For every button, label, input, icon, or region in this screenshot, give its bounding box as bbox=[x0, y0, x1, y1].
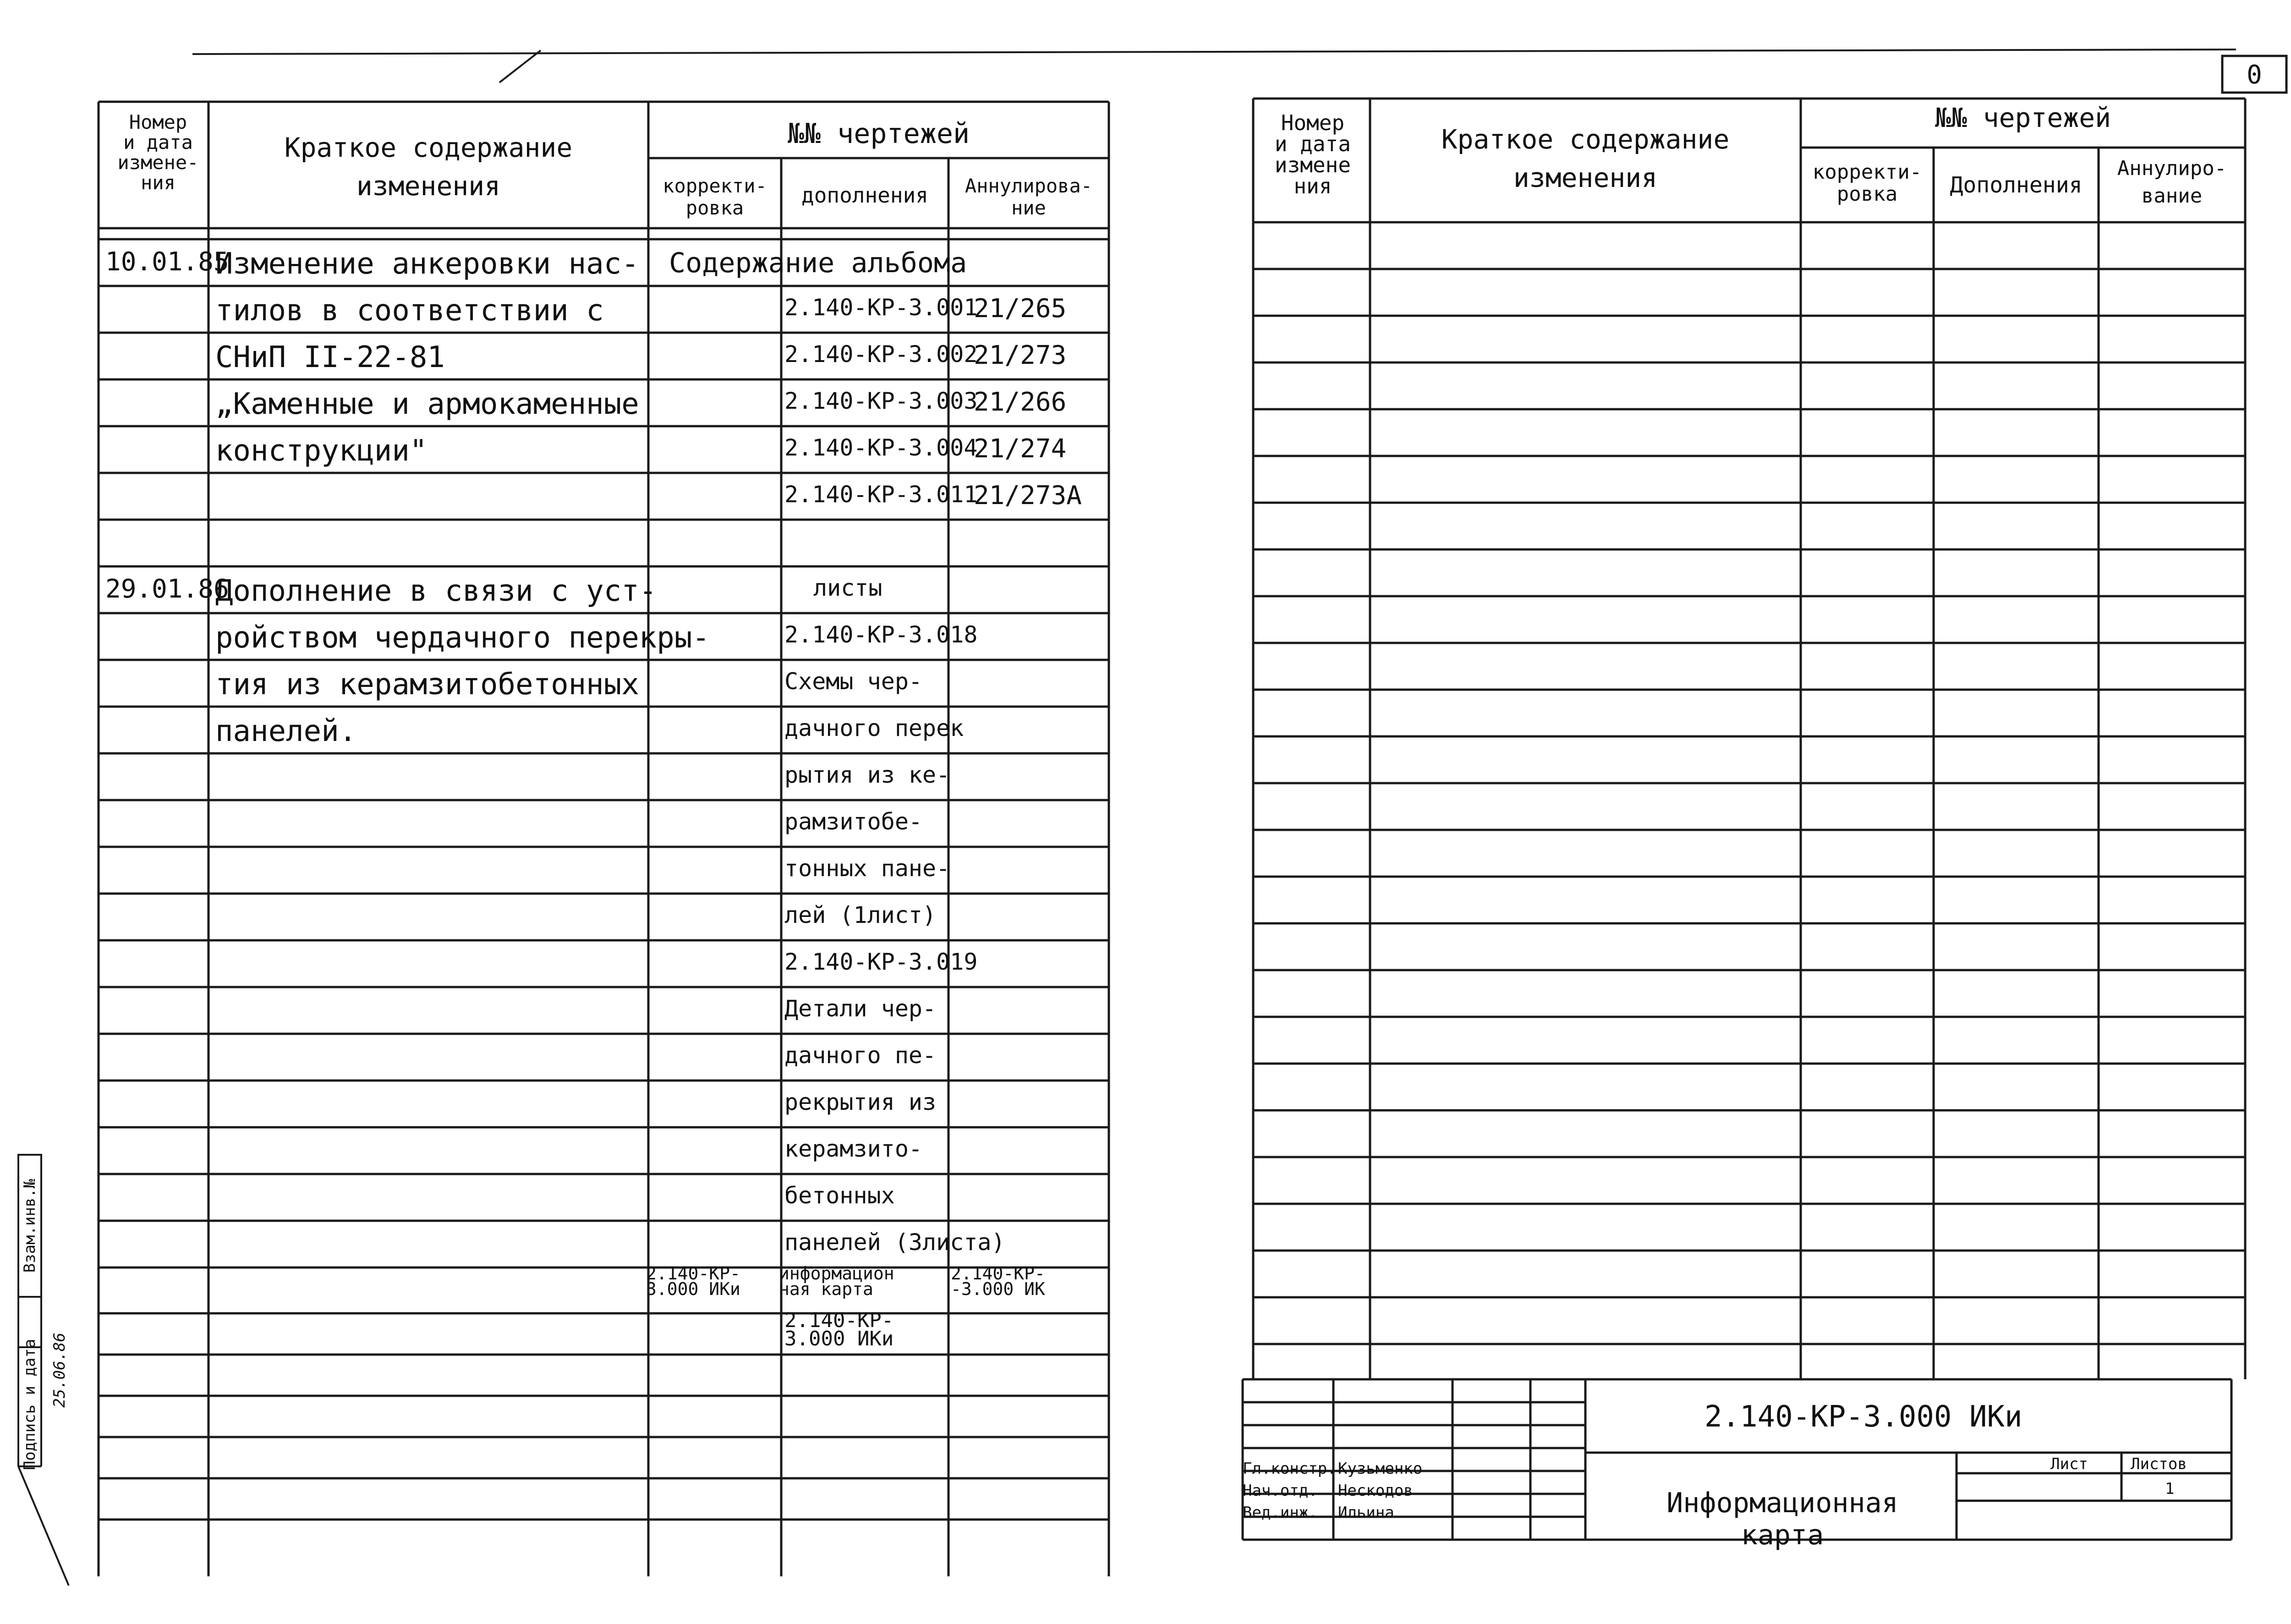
title-block-name-2: Нескодов bbox=[1338, 1481, 1413, 1500]
title-block-sheet-label: Лист bbox=[2050, 1455, 2088, 1473]
header-line: Аннулирова- bbox=[965, 175, 1093, 197]
row-addition: рекрытия из bbox=[784, 1089, 937, 1115]
row-addition: тонных пане- bbox=[784, 855, 950, 882]
row-summary: Изменение анкеровки нас- bbox=[215, 247, 639, 281]
right-header-addition: Дополнения bbox=[1950, 172, 2083, 198]
row-addition: бетонных bbox=[784, 1182, 895, 1209]
left-header-drawings: №№ чертежей bbox=[787, 118, 970, 150]
name-line: Информационная bbox=[1666, 1487, 1898, 1519]
row-summary: тия из керамзитобетонных bbox=[215, 668, 639, 702]
row-addition: панелей (3листа) bbox=[784, 1229, 1005, 1256]
right-header-drawings: №№ чертежей bbox=[1935, 102, 2111, 133]
info-line: информацион bbox=[779, 1263, 894, 1284]
row-summary: Дополнение в связи с уст- bbox=[215, 574, 657, 608]
row-annulment: 21/274 bbox=[974, 434, 1067, 464]
margin-stamp-label-1: Взам.инв.№ bbox=[21, 1179, 39, 1273]
header-line: Номер bbox=[129, 111, 187, 133]
row-summary: СНиП II-22-81 bbox=[215, 340, 445, 374]
left-header-addition: дополнения bbox=[801, 183, 928, 208]
row-addition: лей (1лист) bbox=[784, 902, 937, 928]
row-addition: дачного перек bbox=[784, 715, 964, 741]
sheet-number: 0 bbox=[2247, 60, 2262, 90]
right-header-annulment bbox=[2099, 155, 2245, 210]
row-addition: 2.140-КР-3.002 bbox=[784, 341, 978, 368]
row-addition: рамзитобе- bbox=[784, 808, 923, 835]
title-block-code: 2.140-КР-3.000 ИКи bbox=[1705, 1400, 2022, 1434]
row-annulment: 21/273А bbox=[974, 481, 1082, 510]
row-summary: ройством чердачного перекры- bbox=[215, 621, 710, 655]
title-block-name-1: Кузьменко bbox=[1338, 1459, 1423, 1478]
row-addition: 2.140-КР-3.019 bbox=[784, 949, 978, 975]
title-block-role-2: Нач.отд. bbox=[1243, 1481, 1318, 1500]
row-addition: листы bbox=[813, 575, 882, 601]
row-addition: Содержание альбома bbox=[669, 247, 967, 279]
header-line: Аннулиро- bbox=[2117, 157, 2227, 180]
left-header-summary bbox=[208, 128, 648, 205]
header-line: и дата bbox=[1274, 132, 1351, 156]
left-header-correction bbox=[648, 175, 781, 219]
info-addition-2 bbox=[784, 1311, 893, 1348]
title-block-name bbox=[1654, 1487, 1911, 1551]
row-date: 29.01.86 bbox=[105, 574, 229, 604]
info-line: ная карта bbox=[779, 1279, 873, 1299]
header-line: ние bbox=[1011, 197, 1046, 219]
header-line: ровка bbox=[685, 197, 744, 219]
info-correction bbox=[646, 1263, 740, 1299]
header-line: измене bbox=[1274, 153, 1351, 177]
header-line: вание bbox=[2141, 184, 2203, 208]
row-annulment: 21/265 bbox=[974, 294, 1067, 324]
row-addition: 2.140-КР-3.003 bbox=[784, 388, 978, 414]
header-line: и дата bbox=[123, 131, 193, 154]
header-line: ния bbox=[141, 171, 175, 194]
row-addition: 2.140-КР-3.001 bbox=[784, 294, 978, 321]
title-block-sheets-label: Листов bbox=[2131, 1455, 2187, 1473]
header-line: корректи- bbox=[663, 175, 767, 197]
header-line: ровка bbox=[1836, 182, 1898, 206]
row-summary: тилов в соответствии с bbox=[215, 294, 604, 328]
left-header-number-date bbox=[108, 112, 208, 193]
row-summary: панелей. bbox=[215, 714, 357, 748]
header-line: Краткое содержание bbox=[284, 132, 573, 163]
row-addition: керамзито- bbox=[784, 1136, 923, 1162]
right-header-correction bbox=[1801, 161, 1934, 205]
row-addition: 2.140-КР-3.004 bbox=[784, 434, 978, 461]
row-addition: Детали чер- bbox=[784, 995, 937, 1022]
margin-stamp-label-2: Подпись и дата bbox=[21, 1339, 39, 1470]
row-summary: конструкции" bbox=[215, 434, 428, 468]
row-addition: Схемы чер- bbox=[784, 668, 923, 695]
right-header-number-date bbox=[1255, 112, 1370, 197]
info-line: 2.140-КР- bbox=[951, 1263, 1045, 1284]
title-block-name-3: Ильина bbox=[1338, 1503, 1394, 1522]
info-annulment bbox=[951, 1263, 1045, 1299]
row-annulment: 21/266 bbox=[974, 387, 1067, 417]
header-line: ния bbox=[1293, 174, 1332, 198]
header-line: изменения bbox=[356, 170, 501, 202]
header-line: Краткое содержание bbox=[1441, 124, 1730, 155]
header-line: корректи- bbox=[1812, 160, 1922, 184]
row-annulment: 21/273 bbox=[974, 340, 1067, 370]
header-line: измене- bbox=[117, 151, 199, 174]
title-block-sheets-value: 1 bbox=[2165, 1480, 2175, 1498]
name-line: карта bbox=[1741, 1519, 1824, 1551]
row-addition: 2.140-КР-3.011 bbox=[784, 481, 978, 508]
right-header-summary bbox=[1370, 120, 1801, 197]
info-line: 2.140-КР- bbox=[784, 1309, 894, 1332]
info-line: 2.140-КР- bbox=[646, 1263, 740, 1284]
info-line: 3.000 ИКи bbox=[646, 1279, 740, 1299]
title-block-role-1: Гл.констр. bbox=[1243, 1459, 1337, 1478]
info-addition bbox=[779, 1263, 894, 1299]
row-summary: „Каменные и армокаменные bbox=[215, 387, 639, 421]
right-table-grid bbox=[1243, 99, 2245, 1540]
info-line: 3.000 ИКи bbox=[784, 1327, 894, 1350]
row-addition: дачного пе- bbox=[784, 1042, 937, 1069]
info-line: -3.000 ИК bbox=[951, 1279, 1045, 1299]
row-addition: 2.140-КР-3.018 bbox=[784, 621, 978, 648]
header-line: изменения bbox=[1513, 162, 1658, 193]
margin-stamp-value: 25.06.86 bbox=[50, 1333, 69, 1408]
row-date: 10.01.85 bbox=[105, 247, 229, 277]
header-line: Номер bbox=[1281, 110, 1345, 135]
title-block-role-3: Вед.инж. bbox=[1243, 1503, 1318, 1522]
left-header-annulment bbox=[948, 175, 1109, 219]
row-addition: рытия из ке- bbox=[784, 762, 950, 788]
